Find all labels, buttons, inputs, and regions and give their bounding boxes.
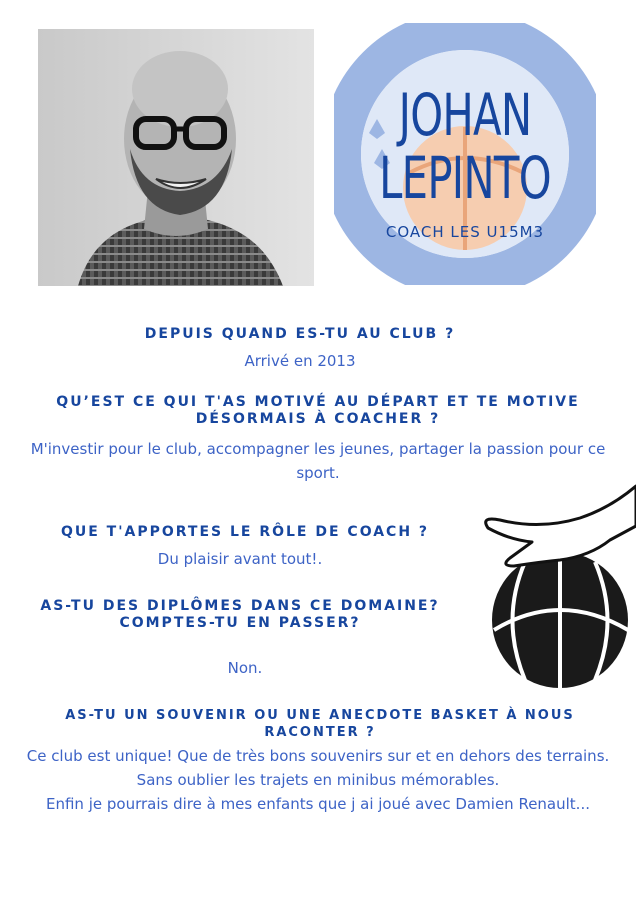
question-4-line-2: COMPTES-TU EN PASSER? xyxy=(119,615,361,631)
question-2: QU’EST CE QUI T'AS MOTIVÉ AU DÉPART ET TE MOTIVE DÉSORMAIS À COACHER ? xyxy=(56,394,580,427)
portrait-photo xyxy=(38,29,314,286)
question-3: QUE T'APPORTES LE RÔLE DE COACH ? xyxy=(60,524,430,540)
question-4 xyxy=(30,598,450,632)
answer-5-line-1: Ce club est unique! Que de très bons souvenirs sur et en dehors des terrains. xyxy=(26,747,610,765)
question-1: DEPUIS QUAND ES-TU AU CLUB ? xyxy=(144,326,456,342)
answer-5-line-3: Enfin je pourrais dire à mes enfants que j ai joué avec Damien Renault... xyxy=(46,795,590,813)
question-5: AS-TU UN SOUVENIR OU UNE ANECDOTE BASKET À NOUS RACONTER ? xyxy=(65,708,575,740)
role-subtitle: COACH LES U15M3 xyxy=(385,223,545,241)
answer-1: Arrivé en 2013 xyxy=(244,352,356,370)
answer-5-line-2: Sans oublier les trajets en minibus mémorables. xyxy=(136,771,500,789)
hand-basketball-icon xyxy=(470,480,636,690)
answer-4: Non. xyxy=(227,659,263,677)
name-first: JOHAN xyxy=(398,81,532,149)
answer-5 xyxy=(20,744,616,816)
answer-3: Du plaisir avant tout!. xyxy=(157,550,323,568)
question-4-line-1: AS-TU DES DIPLÔMES DANS CE DOMAINE? xyxy=(40,598,440,614)
answer-2: M'investir pour le club, accompagner les jeunes, partager la passion pour ce sport. xyxy=(30,440,606,482)
name-last: LEPINTO xyxy=(379,144,551,212)
